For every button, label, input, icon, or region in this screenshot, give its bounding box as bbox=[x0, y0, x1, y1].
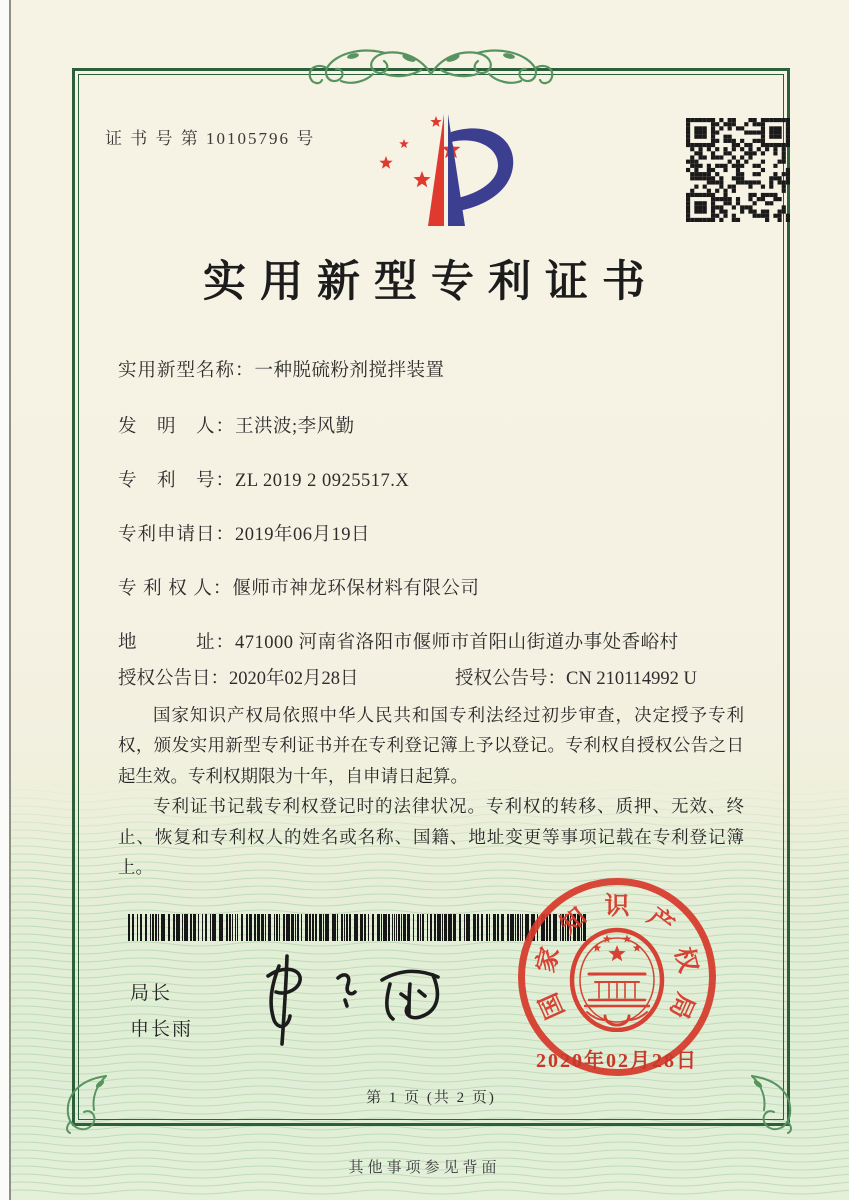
certificate-number: 证 书 号 第 10105796 号 bbox=[105, 129, 316, 148]
legal-text-block bbox=[118, 700, 744, 883]
field-value: 一种脱硫粉剂搅拌装置 bbox=[254, 361, 445, 381]
field-inventors bbox=[118, 412, 758, 438]
field-label: 专 利 号： bbox=[118, 471, 236, 491]
field-value: 471000 河南省洛阳市偃师市首阳山街道办事处香峪村 bbox=[235, 633, 679, 653]
field-utility-model-name bbox=[118, 356, 758, 382]
page-indicator: 第 1 页 (共 2 页) bbox=[366, 1090, 496, 1106]
grant-number-value: CN 210114992 U bbox=[566, 669, 697, 689]
seal-arc-character: 知 bbox=[555, 903, 592, 940]
cnipa-logo bbox=[352, 106, 542, 238]
grant-number-label: 授权公告号： bbox=[455, 669, 567, 689]
certificate-title: 实用新型专利证书 bbox=[203, 259, 659, 306]
top-border-flourish-ornament bbox=[281, 40, 581, 98]
signer-title: 局长 bbox=[130, 983, 173, 1004]
field-label: 专 利 权 人： bbox=[118, 579, 233, 599]
seal-arc-character: 家 bbox=[532, 944, 565, 976]
grant-date-value: 2020年02月28日 bbox=[229, 669, 359, 689]
field-label: 地 址： bbox=[118, 633, 236, 653]
field-label: 发 明 人： bbox=[118, 417, 236, 437]
legal-paragraph-2: 专利证书记载专利权登记时的法律状况。专利权的转移、质押、无效、终止、恢复和专利权人的姓名或名称、国籍、地址变更等事项记载在专利登记簿上。 bbox=[118, 796, 744, 878]
signer-name: 申长雨 bbox=[130, 1019, 194, 1040]
field-value: 王洪波;李风勤 bbox=[235, 417, 355, 437]
field-value: ZL 2019 2 0925517.X bbox=[235, 471, 410, 491]
seal-arc-character: 国 bbox=[535, 988, 571, 1023]
field-address bbox=[118, 628, 758, 654]
field-label: 专利申请日： bbox=[118, 525, 236, 545]
seal-arc-character: 产 bbox=[642, 903, 679, 940]
field-patent-number bbox=[118, 466, 758, 492]
back-side-note: 其他事项参见背面 bbox=[348, 1160, 501, 1176]
seal-arc-character: 局 bbox=[663, 988, 699, 1023]
field-patentee bbox=[118, 574, 758, 600]
national-emblem-icon bbox=[569, 926, 665, 1032]
seal-arc-character: 识 bbox=[604, 893, 630, 920]
seal-date: 2020年02月28日 bbox=[536, 1050, 698, 1072]
field-filing-date bbox=[118, 520, 758, 546]
qr-code bbox=[686, 118, 790, 222]
seal-arc-character: 权 bbox=[669, 944, 702, 976]
field-value: 偃师市神龙环保材料有限公司 bbox=[232, 579, 480, 599]
field-value: 2019年06月19日 bbox=[235, 525, 371, 545]
grant-announcement-row bbox=[118, 664, 758, 690]
legal-paragraph-1: 国家知识产权局依照中华人民共和国专利法经过初步审查，决定授予专利权，颁发实用新型专利证书并在专利登记簿上予以登记。专利权自授权公告之日起生效。专利权期限为十年，自申请日起算。 bbox=[118, 705, 744, 786]
logo-spike-red bbox=[428, 114, 444, 226]
field-label: 实用新型名称： bbox=[118, 361, 255, 381]
logo-p-bowl bbox=[451, 128, 513, 212]
commissioner-signature bbox=[252, 944, 467, 1052]
grant-date-pair bbox=[118, 669, 359, 689]
grant-number-pair bbox=[455, 664, 697, 690]
grant-date-label: 授权公告日： bbox=[118, 669, 230, 689]
